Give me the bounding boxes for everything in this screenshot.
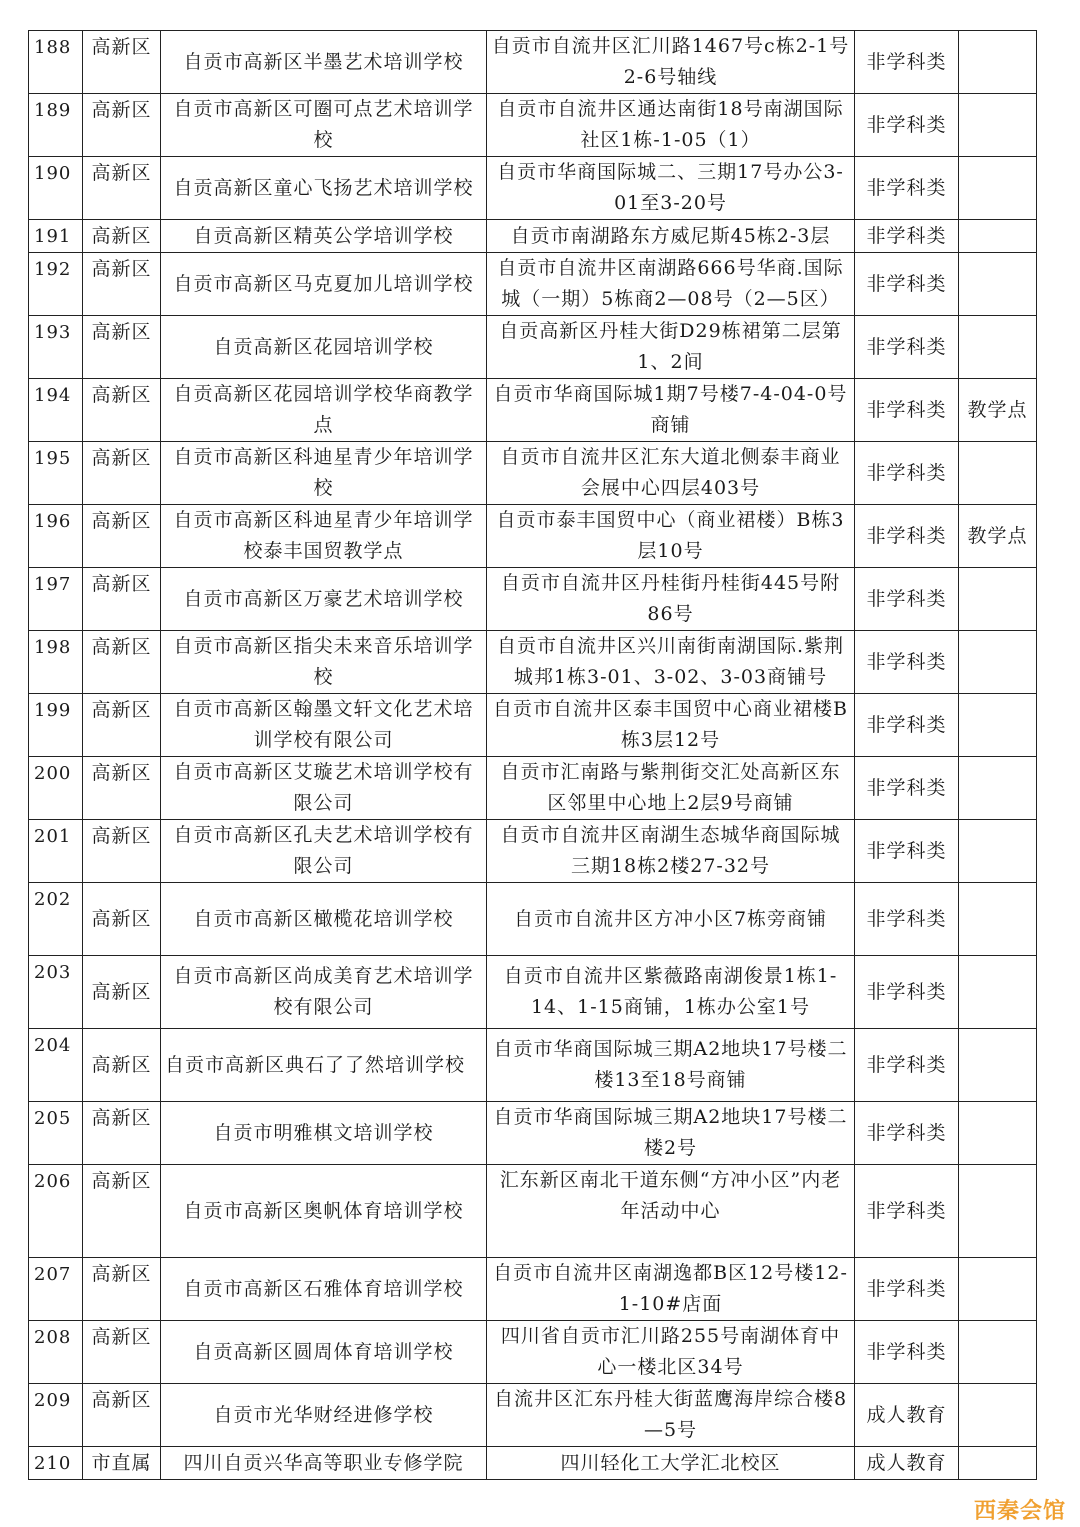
row-district: 高新区: [83, 883, 161, 956]
row-address: 自贡市汇南路与紫荆街交汇处高新区东区邻里中心地上2层9号商铺: [487, 757, 855, 820]
row-address: 自贡高新区丹桂大街D29栋裙第二层第1、2间: [487, 316, 855, 379]
row-note: [959, 1165, 1037, 1258]
row-number: 195: [29, 442, 83, 505]
row-category: 非学科类: [855, 820, 959, 883]
row-note: [959, 1029, 1037, 1102]
row-number: 207: [29, 1258, 83, 1321]
row-district: 高新区: [83, 1384, 161, 1447]
row-number: 200: [29, 757, 83, 820]
row-address: 自贡市自流井区方冲小区7栋旁商铺: [487, 883, 855, 956]
row-district: 高新区: [83, 956, 161, 1029]
table-row: [29, 631, 1037, 694]
row-district: 高新区: [83, 1029, 161, 1102]
row-district: 高新区: [83, 1321, 161, 1384]
row-category: 非学科类: [855, 1258, 959, 1321]
row-address: 自贡市自流井区紫薇路南湖俊景1栋1-14、1-15商铺，1栋办公室1号: [487, 956, 855, 1029]
row-category: 非学科类: [855, 956, 959, 1029]
row-address: 四川省自贡市汇川路255号南湖体育中心一楼北区34号: [487, 1321, 855, 1384]
row-district: 高新区: [83, 820, 161, 883]
row-district: 高新区: [83, 694, 161, 757]
row-number: 204: [29, 1029, 83, 1102]
row-note: [959, 1384, 1037, 1447]
row-address: 四川轻化工大学汇北校区: [487, 1447, 855, 1480]
table-row: [29, 442, 1037, 505]
row-district: 高新区: [83, 253, 161, 316]
row-note: [959, 94, 1037, 157]
table-row: [29, 883, 1037, 956]
row-number: 197: [29, 568, 83, 631]
row-category: 非学科类: [855, 94, 959, 157]
row-school-name: 自贡高新区精英公学培训学校: [161, 220, 487, 253]
row-address: 自贡市华商国际城1期7号楼7-4-04-0号商铺: [487, 379, 855, 442]
institution-table-page: [28, 30, 1036, 1480]
row-district: 高新区: [83, 157, 161, 220]
row-category: 成人教育: [855, 1447, 959, 1480]
row-category: 非学科类: [855, 442, 959, 505]
row-category: 非学科类: [855, 1029, 959, 1102]
row-district: 高新区: [83, 568, 161, 631]
row-address: 自贡市自流井区兴川南街南湖国际.紫荆城邦1栋3-01、3-02、3-03商铺号: [487, 631, 855, 694]
table-row: [29, 694, 1037, 757]
table-row: [29, 1321, 1037, 1384]
row-category: 非学科类: [855, 631, 959, 694]
row-school-name: 自贡市高新区指尖未来音乐培训学校: [161, 631, 487, 694]
row-note: [959, 1447, 1037, 1480]
row-number: 210: [29, 1447, 83, 1480]
row-category: 非学科类: [855, 1165, 959, 1258]
row-note: [959, 631, 1037, 694]
table-row: [29, 1029, 1037, 1102]
table-row: [29, 820, 1037, 883]
table-row: [29, 94, 1037, 157]
row-number: 191: [29, 220, 83, 253]
row-district: 高新区: [83, 316, 161, 379]
row-district: 高新区: [83, 505, 161, 568]
row-school-name: 自贡市高新区奥帆体育培训学校: [161, 1165, 487, 1258]
row-category: 非学科类: [855, 31, 959, 94]
row-note: [959, 1102, 1037, 1165]
row-category: 非学科类: [855, 316, 959, 379]
table-row: [29, 31, 1037, 94]
row-school-name: 自贡市高新区科迪星青少年培训学校泰丰国贸教学点: [161, 505, 487, 568]
row-district: 高新区: [83, 1258, 161, 1321]
table-row: [29, 253, 1037, 316]
table-row: [29, 220, 1037, 253]
row-number: 203: [29, 956, 83, 1029]
row-district: 高新区: [83, 220, 161, 253]
row-category: 非学科类: [855, 253, 959, 316]
row-note: 教学点: [959, 505, 1037, 568]
row-number: 196: [29, 505, 83, 568]
row-note: [959, 956, 1037, 1029]
row-address: 自贡市自流井区泰丰国贸中心商业裙楼B栋3层12号: [487, 694, 855, 757]
row-note: [959, 1258, 1037, 1321]
row-number: 199: [29, 694, 83, 757]
table-row: [29, 505, 1037, 568]
row-school-name: 自贡市高新区孔夫艺术培训学校有限公司: [161, 820, 487, 883]
row-school-name: 自贡高新区花园培训学校华商教学点: [161, 379, 487, 442]
row-number: 202: [29, 883, 83, 956]
row-school-name: 自贡市高新区尚成美育艺术培训学校有限公司: [161, 956, 487, 1029]
row-district: 高新区: [83, 379, 161, 442]
row-district: 高新区: [83, 631, 161, 694]
row-category: 非学科类: [855, 1321, 959, 1384]
row-category: 非学科类: [855, 757, 959, 820]
table-row: [29, 757, 1037, 820]
row-school-name: 自贡市光华财经进修学校: [161, 1384, 487, 1447]
row-number: 188: [29, 31, 83, 94]
table-row: [29, 956, 1037, 1029]
institution-table: [28, 30, 1037, 1480]
row-school-name: 自贡市高新区科迪星青少年培训学校: [161, 442, 487, 505]
row-district: 高新区: [83, 31, 161, 94]
row-note: [959, 883, 1037, 956]
row-address: 自贡市华商国际城三期A2地块17号楼二楼2号: [487, 1102, 855, 1165]
table-row: [29, 316, 1037, 379]
row-category: 非学科类: [855, 379, 959, 442]
table-body: [29, 31, 1037, 1480]
table-row: [29, 1258, 1037, 1321]
row-number: 209: [29, 1384, 83, 1447]
row-note: [959, 31, 1037, 94]
table-row: [29, 157, 1037, 220]
row-category: 非学科类: [855, 505, 959, 568]
row-address: 自贡市自流井区汇东大道北侧泰丰商业会展中心四层403号: [487, 442, 855, 505]
row-school-name: 自贡市明雅棋文培训学校: [161, 1102, 487, 1165]
row-district: 市直属: [83, 1447, 161, 1480]
table-row: [29, 379, 1037, 442]
row-address: 自贡市泰丰国贸中心（商业裙楼）B栋3层10号: [487, 505, 855, 568]
row-category: 成人教育: [855, 1384, 959, 1447]
row-address: 汇东新区南北干道东侧“方冲小区”内老年活动中心: [487, 1165, 855, 1258]
row-number: 201: [29, 820, 83, 883]
row-category: 非学科类: [855, 883, 959, 956]
row-school-name: 自贡市高新区橄榄花培训学校: [161, 883, 487, 956]
row-address: 自流井区汇东丹桂大街蓝鹰海岸综合楼8—5号: [487, 1384, 855, 1447]
row-category: 非学科类: [855, 1102, 959, 1165]
row-number: 206: [29, 1165, 83, 1258]
row-district: 高新区: [83, 442, 161, 505]
row-address: 自贡市自流井区丹桂街丹桂街445号附86号: [487, 568, 855, 631]
table-row: [29, 1165, 1037, 1258]
row-number: 198: [29, 631, 83, 694]
row-school-name: 自贡市高新区可圈可点艺术培训学校: [161, 94, 487, 157]
row-address: 自贡市自流井区南湖逸都B区12号楼12-1-10#店面: [487, 1258, 855, 1321]
row-number: 208: [29, 1321, 83, 1384]
row-category: 非学科类: [855, 220, 959, 253]
row-school-name: 四川自贡兴华高等职业专修学院: [161, 1447, 487, 1480]
row-note: [959, 442, 1037, 505]
row-address: 自贡市自流井区南湖生态城华商国际城三期18栋2楼27-32号: [487, 820, 855, 883]
row-note: [959, 694, 1037, 757]
row-school-name: 自贡市高新区典石了了然培训学校: [161, 1029, 487, 1102]
table-row: [29, 1447, 1037, 1480]
row-number: 189: [29, 94, 83, 157]
row-number: 205: [29, 1102, 83, 1165]
row-address: 自贡市自流井区汇川路1467号c栋2-1号2-6号轴线: [487, 31, 855, 94]
table-row: [29, 1384, 1037, 1447]
row-address: 自贡市自流井区通达南街18号南湖国际社区1栋-1-05（1）: [487, 94, 855, 157]
row-school-name: 自贡市高新区翰墨文轩文化艺术培训学校有限公司: [161, 694, 487, 757]
row-school-name: 自贡市高新区艾璇艺术培训学校有限公司: [161, 757, 487, 820]
row-school-name: 自贡高新区圆周体育培训学校: [161, 1321, 487, 1384]
row-school-name: 自贡市高新区半墨艺术培训学校: [161, 31, 487, 94]
row-address: 自贡市华商国际城三期A2地块17号楼二楼13至18号商铺: [487, 1029, 855, 1102]
row-school-name: 自贡市高新区万豪艺术培训学校: [161, 568, 487, 631]
row-category: 非学科类: [855, 694, 959, 757]
row-note: 教学点: [959, 379, 1037, 442]
row-category: 非学科类: [855, 157, 959, 220]
row-address: 自贡市南湖路东方威尼斯45栋2-3层: [487, 220, 855, 253]
row-note: [959, 820, 1037, 883]
table-row: [29, 1102, 1037, 1165]
row-district: 高新区: [83, 757, 161, 820]
row-number: 192: [29, 253, 83, 316]
row-note: [959, 157, 1037, 220]
row-number: 194: [29, 379, 83, 442]
row-number: 190: [29, 157, 83, 220]
row-address: 自贡市自流井区南湖路666号华商.国际城（一期）5栋商2—08号（2—5区）: [487, 253, 855, 316]
row-school-name: 自贡高新区花园培训学校: [161, 316, 487, 379]
watermark-logo: 西秦会馆: [973, 1499, 1066, 1524]
row-note: [959, 220, 1037, 253]
row-note: [959, 316, 1037, 379]
row-number: 193: [29, 316, 83, 379]
row-school-name: 自贡市高新区石雅体育培训学校: [161, 1258, 487, 1321]
row-district: 高新区: [83, 1165, 161, 1258]
row-district: 高新区: [83, 1102, 161, 1165]
row-address: 自贡市华商国际城二、三期17号办公3-01至3-20号: [487, 157, 855, 220]
row-school-name: 自贡市高新区马克夏加儿培训学校: [161, 253, 487, 316]
table-row: [29, 568, 1037, 631]
row-category: 非学科类: [855, 568, 959, 631]
row-district: 高新区: [83, 94, 161, 157]
row-note: [959, 253, 1037, 316]
row-note: [959, 757, 1037, 820]
row-note: [959, 568, 1037, 631]
row-note: [959, 1321, 1037, 1384]
row-school-name: 自贡高新区童心飞扬艺术培训学校: [161, 157, 487, 220]
